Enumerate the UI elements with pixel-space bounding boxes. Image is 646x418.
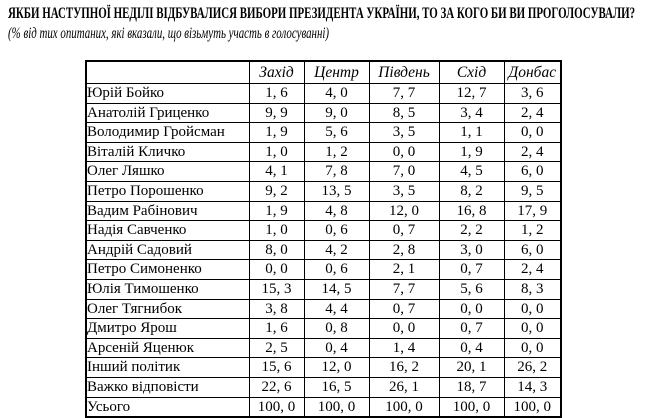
candidate-name-cell: Андрій Садовий [86, 240, 249, 260]
value-cell: 9, 2 [249, 181, 304, 201]
value-cell: 13, 5 [304, 181, 369, 201]
candidate-name-cell: Олег Тягнибок [86, 299, 249, 319]
candidate-column-header [86, 61, 249, 84]
table-row [86, 201, 561, 221]
page-title [8, 4, 646, 44]
value-cell: 26, 2 [504, 358, 561, 378]
value-cell: 100, 0 [249, 397, 304, 417]
value-cell: 0, 7 [439, 260, 504, 280]
value-cell: 20, 1 [439, 358, 504, 378]
table-row [86, 319, 561, 339]
candidate-name-cell: Вадим Рабінович [86, 201, 249, 221]
title-note: (% від тих опитаних, які вказали, що візьмуть участь в голосуванні) [8, 25, 330, 42]
value-cell: 5, 6 [304, 123, 369, 143]
candidate-name-cell: Петро Симоненко [86, 260, 249, 280]
value-cell: 8, 0 [249, 240, 304, 260]
value-cell: 0, 0 [249, 260, 304, 280]
value-cell: 17, 9 [504, 201, 561, 221]
table-row [86, 377, 561, 397]
value-cell: 1, 6 [249, 84, 304, 104]
value-cell: 0, 6 [304, 260, 369, 280]
value-cell: 9, 9 [249, 103, 304, 123]
value-cell: 7, 7 [369, 279, 439, 299]
table-row [86, 103, 561, 123]
table-row [86, 84, 561, 104]
value-cell: 7, 0 [369, 162, 439, 182]
value-cell: 3, 6 [504, 84, 561, 104]
value-cell: 0, 6 [304, 221, 369, 241]
value-cell: 8, 5 [369, 103, 439, 123]
value-cell: 0, 0 [369, 142, 439, 162]
value-cell: 1, 9 [249, 201, 304, 221]
value-cell: 26, 1 [369, 377, 439, 397]
value-cell: 4, 4 [304, 299, 369, 319]
region-header: Схід [439, 61, 504, 84]
value-cell: 8, 2 [439, 181, 504, 201]
value-cell: 0, 8 [304, 319, 369, 339]
value-cell: 0, 4 [304, 338, 369, 358]
table-row [86, 279, 561, 299]
value-cell: 16, 2 [369, 358, 439, 378]
candidate-name-cell: Олег Ляшко [86, 162, 249, 182]
title-question: ЯКБИ НАСТУПНОЇ НЕДІЛІ ВІДБУВАЛИСЯ ВИБОРИ ПРЕЗИДЕНТА УКРАЇНИ, ТО ЗА КОГО БИ ВИ ПРОГОЛОСУВАЛИ? [8, 5, 636, 22]
value-cell: 6, 0 [504, 162, 561, 182]
value-cell: 1, 1 [439, 123, 504, 143]
value-cell: 4, 0 [304, 84, 369, 104]
table-row [86, 123, 561, 143]
table-row [86, 240, 561, 260]
value-cell: 15, 6 [249, 358, 304, 378]
table-row [86, 142, 561, 162]
value-cell: 100, 0 [504, 397, 561, 417]
candidate-name-cell: Петро Порошенко [86, 181, 249, 201]
value-cell: 1, 9 [249, 123, 304, 143]
region-header: Південь [369, 61, 439, 84]
value-cell: 0, 7 [369, 299, 439, 319]
candidate-name-cell: Володимир Гройсман [86, 123, 249, 143]
region-header: Захід [249, 61, 304, 84]
value-cell: 3, 0 [439, 240, 504, 260]
value-cell: 22, 6 [249, 377, 304, 397]
value-cell: 100, 0 [369, 397, 439, 417]
table-row [86, 358, 561, 378]
table-row [86, 260, 561, 280]
value-cell: 3, 5 [369, 123, 439, 143]
value-cell: 14, 3 [504, 377, 561, 397]
value-cell: 100, 0 [439, 397, 504, 417]
value-cell: 9, 5 [504, 181, 561, 201]
value-cell: 0, 0 [504, 319, 561, 339]
value-cell: 8, 3 [504, 279, 561, 299]
candidate-name-cell: Віталій Кличко [86, 142, 249, 162]
value-cell: 7, 7 [369, 84, 439, 104]
value-cell: 15, 3 [249, 279, 304, 299]
table-row [86, 162, 561, 182]
table-row [86, 221, 561, 241]
table-row [86, 397, 561, 417]
candidate-name-cell: Інший політик [86, 358, 249, 378]
value-cell: 18, 7 [439, 377, 504, 397]
value-cell: 4, 5 [439, 162, 504, 182]
value-cell: 1, 0 [249, 221, 304, 241]
value-cell: 12, 0 [304, 358, 369, 378]
value-cell: 0, 0 [504, 299, 561, 319]
region-header: Донбас [504, 61, 561, 84]
value-cell: 2, 1 [369, 260, 439, 280]
candidate-name-cell: Юрій Бойко [86, 84, 249, 104]
candidate-name-cell: Надія Савченко [86, 221, 249, 241]
table-row [86, 299, 561, 319]
candidate-name-cell: Усього [86, 397, 249, 417]
value-cell: 0, 7 [439, 319, 504, 339]
value-cell: 1, 6 [249, 319, 304, 339]
table-row [86, 181, 561, 201]
value-cell: 16, 5 [304, 377, 369, 397]
value-cell: 12, 7 [439, 84, 504, 104]
value-cell: 2, 4 [504, 142, 561, 162]
value-cell: 3, 8 [249, 299, 304, 319]
value-cell: 100, 0 [304, 397, 369, 417]
value-cell: 5, 6 [439, 279, 504, 299]
table-row [86, 338, 561, 358]
value-cell: 0, 0 [504, 338, 561, 358]
value-cell: 4, 8 [304, 201, 369, 221]
poll-table [85, 60, 562, 418]
candidate-name-cell: Юлія Тимошенко [86, 279, 249, 299]
value-cell: 3, 5 [369, 181, 439, 201]
value-cell: 1, 9 [439, 142, 504, 162]
value-cell: 2, 5 [249, 338, 304, 358]
value-cell: 16, 8 [439, 201, 504, 221]
table-header-row [86, 61, 561, 84]
value-cell: 2, 8 [369, 240, 439, 260]
value-cell: 4, 2 [304, 240, 369, 260]
value-cell: 2, 2 [439, 221, 504, 241]
candidate-name-cell: Дмитро Ярош [86, 319, 249, 339]
value-cell: 1, 0 [249, 142, 304, 162]
value-cell: 2, 4 [504, 260, 561, 280]
value-cell: 7, 8 [304, 162, 369, 182]
region-header: Центр [304, 61, 369, 84]
candidate-name-cell: Важко відповісти [86, 377, 249, 397]
candidate-name-cell: Анатолій Гриценко [86, 103, 249, 123]
value-cell: 3, 4 [439, 103, 504, 123]
value-cell: 1, 2 [304, 142, 369, 162]
value-cell: 1, 4 [369, 338, 439, 358]
value-cell: 1, 2 [504, 221, 561, 241]
value-cell: 0, 4 [439, 338, 504, 358]
value-cell: 9, 0 [304, 103, 369, 123]
candidate-name-cell: Арсеній Яценюк [86, 338, 249, 358]
value-cell: 4, 1 [249, 162, 304, 182]
value-cell: 0, 0 [369, 319, 439, 339]
value-cell: 12, 0 [369, 201, 439, 221]
value-cell: 0, 0 [439, 299, 504, 319]
value-cell: 0, 7 [369, 221, 439, 241]
value-cell: 14, 5 [304, 279, 369, 299]
value-cell: 2, 4 [504, 103, 561, 123]
value-cell: 6, 0 [504, 240, 561, 260]
value-cell: 0, 0 [504, 123, 561, 143]
